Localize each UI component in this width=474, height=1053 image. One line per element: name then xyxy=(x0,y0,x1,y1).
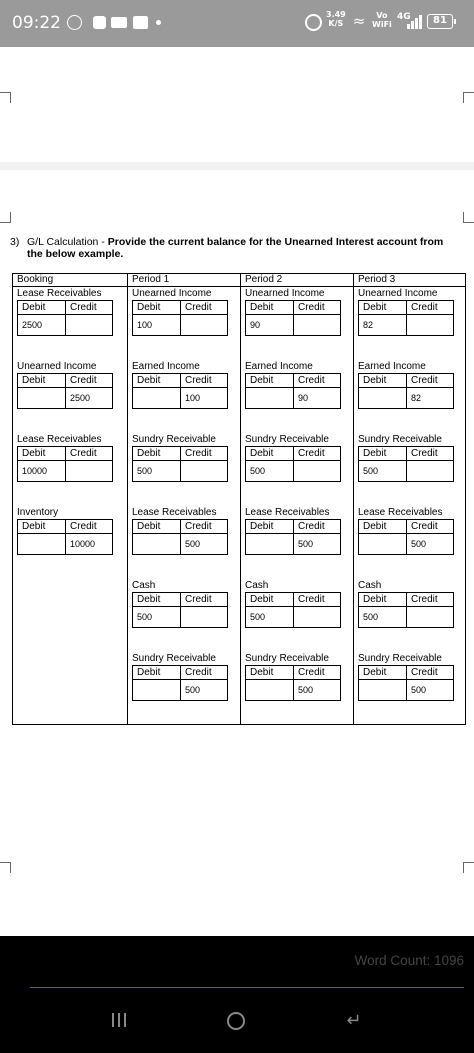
t-account xyxy=(358,580,454,628)
teams-icon xyxy=(133,16,148,29)
credit-value: 90 xyxy=(298,393,309,403)
back-icon[interactable]: ↵ xyxy=(346,1010,362,1030)
column-header-label: Booking xyxy=(17,274,54,285)
t-account-box xyxy=(17,300,113,336)
column-header-label: Period 3 xyxy=(358,274,396,285)
debit-label: Debit xyxy=(22,448,46,459)
account-name: Unearned Income xyxy=(358,288,438,299)
credit-label: Credit xyxy=(411,594,438,605)
whatsapp-icon xyxy=(67,15,82,30)
t-account-box xyxy=(245,519,341,555)
crop-mark xyxy=(463,862,474,873)
status-time: 09:22 xyxy=(12,13,61,33)
app-badge-icon xyxy=(111,17,127,28)
credit-label: Credit xyxy=(298,375,325,386)
t-account-box xyxy=(358,300,454,336)
question-prefix: G/L Calculation - xyxy=(27,236,108,248)
column-header xyxy=(13,274,127,287)
t-account xyxy=(17,507,113,555)
t-account-box xyxy=(358,519,454,555)
t-account xyxy=(358,507,454,555)
app-notification-icon xyxy=(93,16,106,29)
t-account xyxy=(245,580,341,628)
debit-value: 500 xyxy=(250,466,266,476)
debit-label: Debit xyxy=(250,448,274,459)
t-account-box xyxy=(245,373,341,409)
t-account xyxy=(17,361,113,409)
account-name: Sundry Receivable xyxy=(245,653,329,664)
account-name: Sundry Receivable xyxy=(132,434,216,445)
recents-icon[interactable] xyxy=(112,1013,126,1027)
account-name: Sundry Receivable xyxy=(358,434,442,445)
alarm-icon xyxy=(305,14,322,31)
account-name: Sundry Receivable xyxy=(358,653,442,664)
debit-label: Debit xyxy=(363,448,387,459)
t-account xyxy=(245,434,341,482)
word-count-bar xyxy=(0,936,474,988)
debit-label: Debit xyxy=(250,667,274,678)
question-text xyxy=(10,236,460,260)
debit-label: Debit xyxy=(137,302,161,313)
debit-label: Debit xyxy=(363,667,387,678)
t-account xyxy=(132,653,228,701)
t-account xyxy=(358,288,454,336)
debit-label: Debit xyxy=(137,667,161,678)
credit-label: Credit xyxy=(185,448,212,459)
t-account xyxy=(132,288,228,336)
t-account-box xyxy=(358,373,454,409)
t-account-box xyxy=(245,446,341,482)
debit-value: 2500 xyxy=(22,320,43,330)
debit-label: Debit xyxy=(250,594,274,605)
wifi-icon: ≈ xyxy=(352,12,366,30)
credit-label: Credit xyxy=(185,375,212,386)
credit-label: Credit xyxy=(185,521,212,532)
t-account xyxy=(358,653,454,701)
account-name: Lease Receivables xyxy=(245,507,330,518)
vo-label: Vo xyxy=(376,11,388,20)
more-notifications-icon xyxy=(156,20,161,25)
credit-label: Credit xyxy=(298,302,325,313)
credit-label: Credit xyxy=(185,302,212,313)
t-account xyxy=(245,507,341,555)
account-name: Unearned Income xyxy=(17,361,97,372)
credit-label: Credit xyxy=(411,448,438,459)
t-account xyxy=(132,434,228,482)
debit-value: 500 xyxy=(137,612,153,622)
debit-label: Debit xyxy=(250,375,274,386)
signal-icon xyxy=(407,15,421,29)
t-account-box xyxy=(132,446,228,482)
question-prompt: Provide the current balance for the Unearned Interest account from the below example. xyxy=(27,236,444,260)
debit-label: Debit xyxy=(363,375,387,386)
account-name: Lease Receivables xyxy=(17,434,102,445)
question-number: 3) xyxy=(10,236,20,248)
credit-label: Credit xyxy=(298,594,325,605)
t-account-box xyxy=(245,300,341,336)
t-account xyxy=(245,361,341,409)
navigation-bar xyxy=(0,988,474,1053)
t-account-box xyxy=(132,300,228,336)
credit-label: Credit xyxy=(70,448,97,459)
t-account xyxy=(358,361,454,409)
crop-mark xyxy=(0,212,11,223)
account-name: Cash xyxy=(132,580,156,591)
credit-label: Credit xyxy=(185,667,212,678)
credit-label: Credit xyxy=(411,521,438,532)
credit-value: 500 xyxy=(411,539,427,549)
period-3-column xyxy=(353,274,466,724)
crop-mark xyxy=(0,92,11,103)
credit-label: Credit xyxy=(411,375,438,386)
t-account xyxy=(132,507,228,555)
column-header xyxy=(128,274,241,287)
credit-value: 500 xyxy=(185,539,201,549)
gl-table xyxy=(12,273,466,725)
t-account-box xyxy=(17,519,113,555)
t-account-box xyxy=(17,446,113,482)
wifi-label: WiFi xyxy=(372,20,392,29)
debit-label: Debit xyxy=(22,375,46,386)
debit-label: Debit xyxy=(250,521,274,532)
account-name: Lease Receivables xyxy=(17,288,102,299)
booking-column xyxy=(13,274,127,724)
account-name: Cash xyxy=(358,580,382,591)
t-account xyxy=(132,361,228,409)
credit-value: 500 xyxy=(185,685,201,695)
word-count: Word Count: 1096 xyxy=(354,953,464,968)
debit-value: 500 xyxy=(137,466,153,476)
t-account-box xyxy=(358,446,454,482)
account-name: Sundry Receivable xyxy=(132,653,216,664)
account-name: Unearned Income xyxy=(132,288,212,299)
credit-label: Credit xyxy=(185,594,212,605)
debit-label: Debit xyxy=(363,594,387,605)
home-icon[interactable] xyxy=(227,1012,245,1030)
t-account xyxy=(132,580,228,628)
debit-label: Debit xyxy=(137,521,161,532)
debit-value: 100 xyxy=(137,320,153,330)
debit-value: 500 xyxy=(363,612,379,622)
credit-value: 500 xyxy=(298,539,314,549)
document-page-previous xyxy=(0,47,474,162)
credit-label: Credit xyxy=(411,667,438,678)
account-name: Cash xyxy=(245,580,269,591)
column-header-label: Period 1 xyxy=(132,274,170,285)
t-account xyxy=(358,434,454,482)
credit-value: 100 xyxy=(185,393,201,403)
debit-label: Debit xyxy=(137,594,161,605)
credit-value: 500 xyxy=(298,685,314,695)
credit-value: 500 xyxy=(411,685,427,695)
credit-label: Credit xyxy=(70,375,97,386)
t-account-box xyxy=(358,592,454,628)
account-name: Earned Income xyxy=(358,361,426,372)
account-name: Sundry Receivable xyxy=(245,434,329,445)
account-name: Unearned Income xyxy=(245,288,325,299)
t-account-box xyxy=(132,519,228,555)
debit-label: Debit xyxy=(363,302,387,313)
column-header xyxy=(354,274,466,287)
account-name: Inventory xyxy=(17,507,59,518)
network-type: 4G xyxy=(397,12,411,22)
account-name: Lease Receivables xyxy=(132,507,217,518)
battery-icon: 81 xyxy=(427,14,453,29)
period-1-column xyxy=(127,274,241,724)
debit-value: 90 xyxy=(250,320,261,330)
credit-label: Credit xyxy=(70,302,97,313)
vowifi-indicator xyxy=(372,11,392,29)
debit-value: 10000 xyxy=(22,466,48,476)
debit-label: Debit xyxy=(22,302,46,313)
debit-value: 500 xyxy=(250,612,266,622)
t-account xyxy=(245,653,341,701)
column-header xyxy=(241,274,354,287)
credit-label: Credit xyxy=(298,521,325,532)
t-account-box xyxy=(132,665,228,701)
account-name: Lease Receivables xyxy=(358,507,443,518)
credit-label: Credit xyxy=(298,448,325,459)
t-account xyxy=(17,288,113,336)
t-account-box xyxy=(132,592,228,628)
period-2-column xyxy=(240,274,354,724)
credit-value: 82 xyxy=(411,393,422,403)
credit-value: 10000 xyxy=(70,539,96,549)
account-name: Earned Income xyxy=(245,361,313,372)
t-account-box xyxy=(245,592,341,628)
crop-mark xyxy=(463,212,474,223)
account-name: Earned Income xyxy=(132,361,200,372)
credit-label: Credit xyxy=(411,302,438,313)
credit-label: Credit xyxy=(298,667,325,678)
t-account-box xyxy=(245,665,341,701)
t-account xyxy=(245,288,341,336)
network-speed-value: 3.49 xyxy=(326,10,346,19)
debit-label: Debit xyxy=(137,448,161,459)
crop-mark xyxy=(0,862,11,873)
t-account xyxy=(17,434,113,482)
network-speed xyxy=(326,10,346,28)
credit-label: Credit xyxy=(70,521,97,532)
credit-value: 2500 xyxy=(70,393,91,403)
debit-label: Debit xyxy=(250,302,274,313)
t-account-box xyxy=(358,665,454,701)
column-header-label: Period 2 xyxy=(245,274,283,285)
t-account-box xyxy=(132,373,228,409)
status-bar xyxy=(0,0,474,47)
debit-value: 82 xyxy=(363,320,374,330)
crop-mark xyxy=(463,92,474,103)
network-speed-unit: K/S xyxy=(328,19,344,28)
debit-label: Debit xyxy=(363,521,387,532)
t-account-box xyxy=(17,373,113,409)
debit-label: Debit xyxy=(22,521,46,532)
debit-label: Debit xyxy=(137,375,161,386)
debit-value: 500 xyxy=(363,466,379,476)
